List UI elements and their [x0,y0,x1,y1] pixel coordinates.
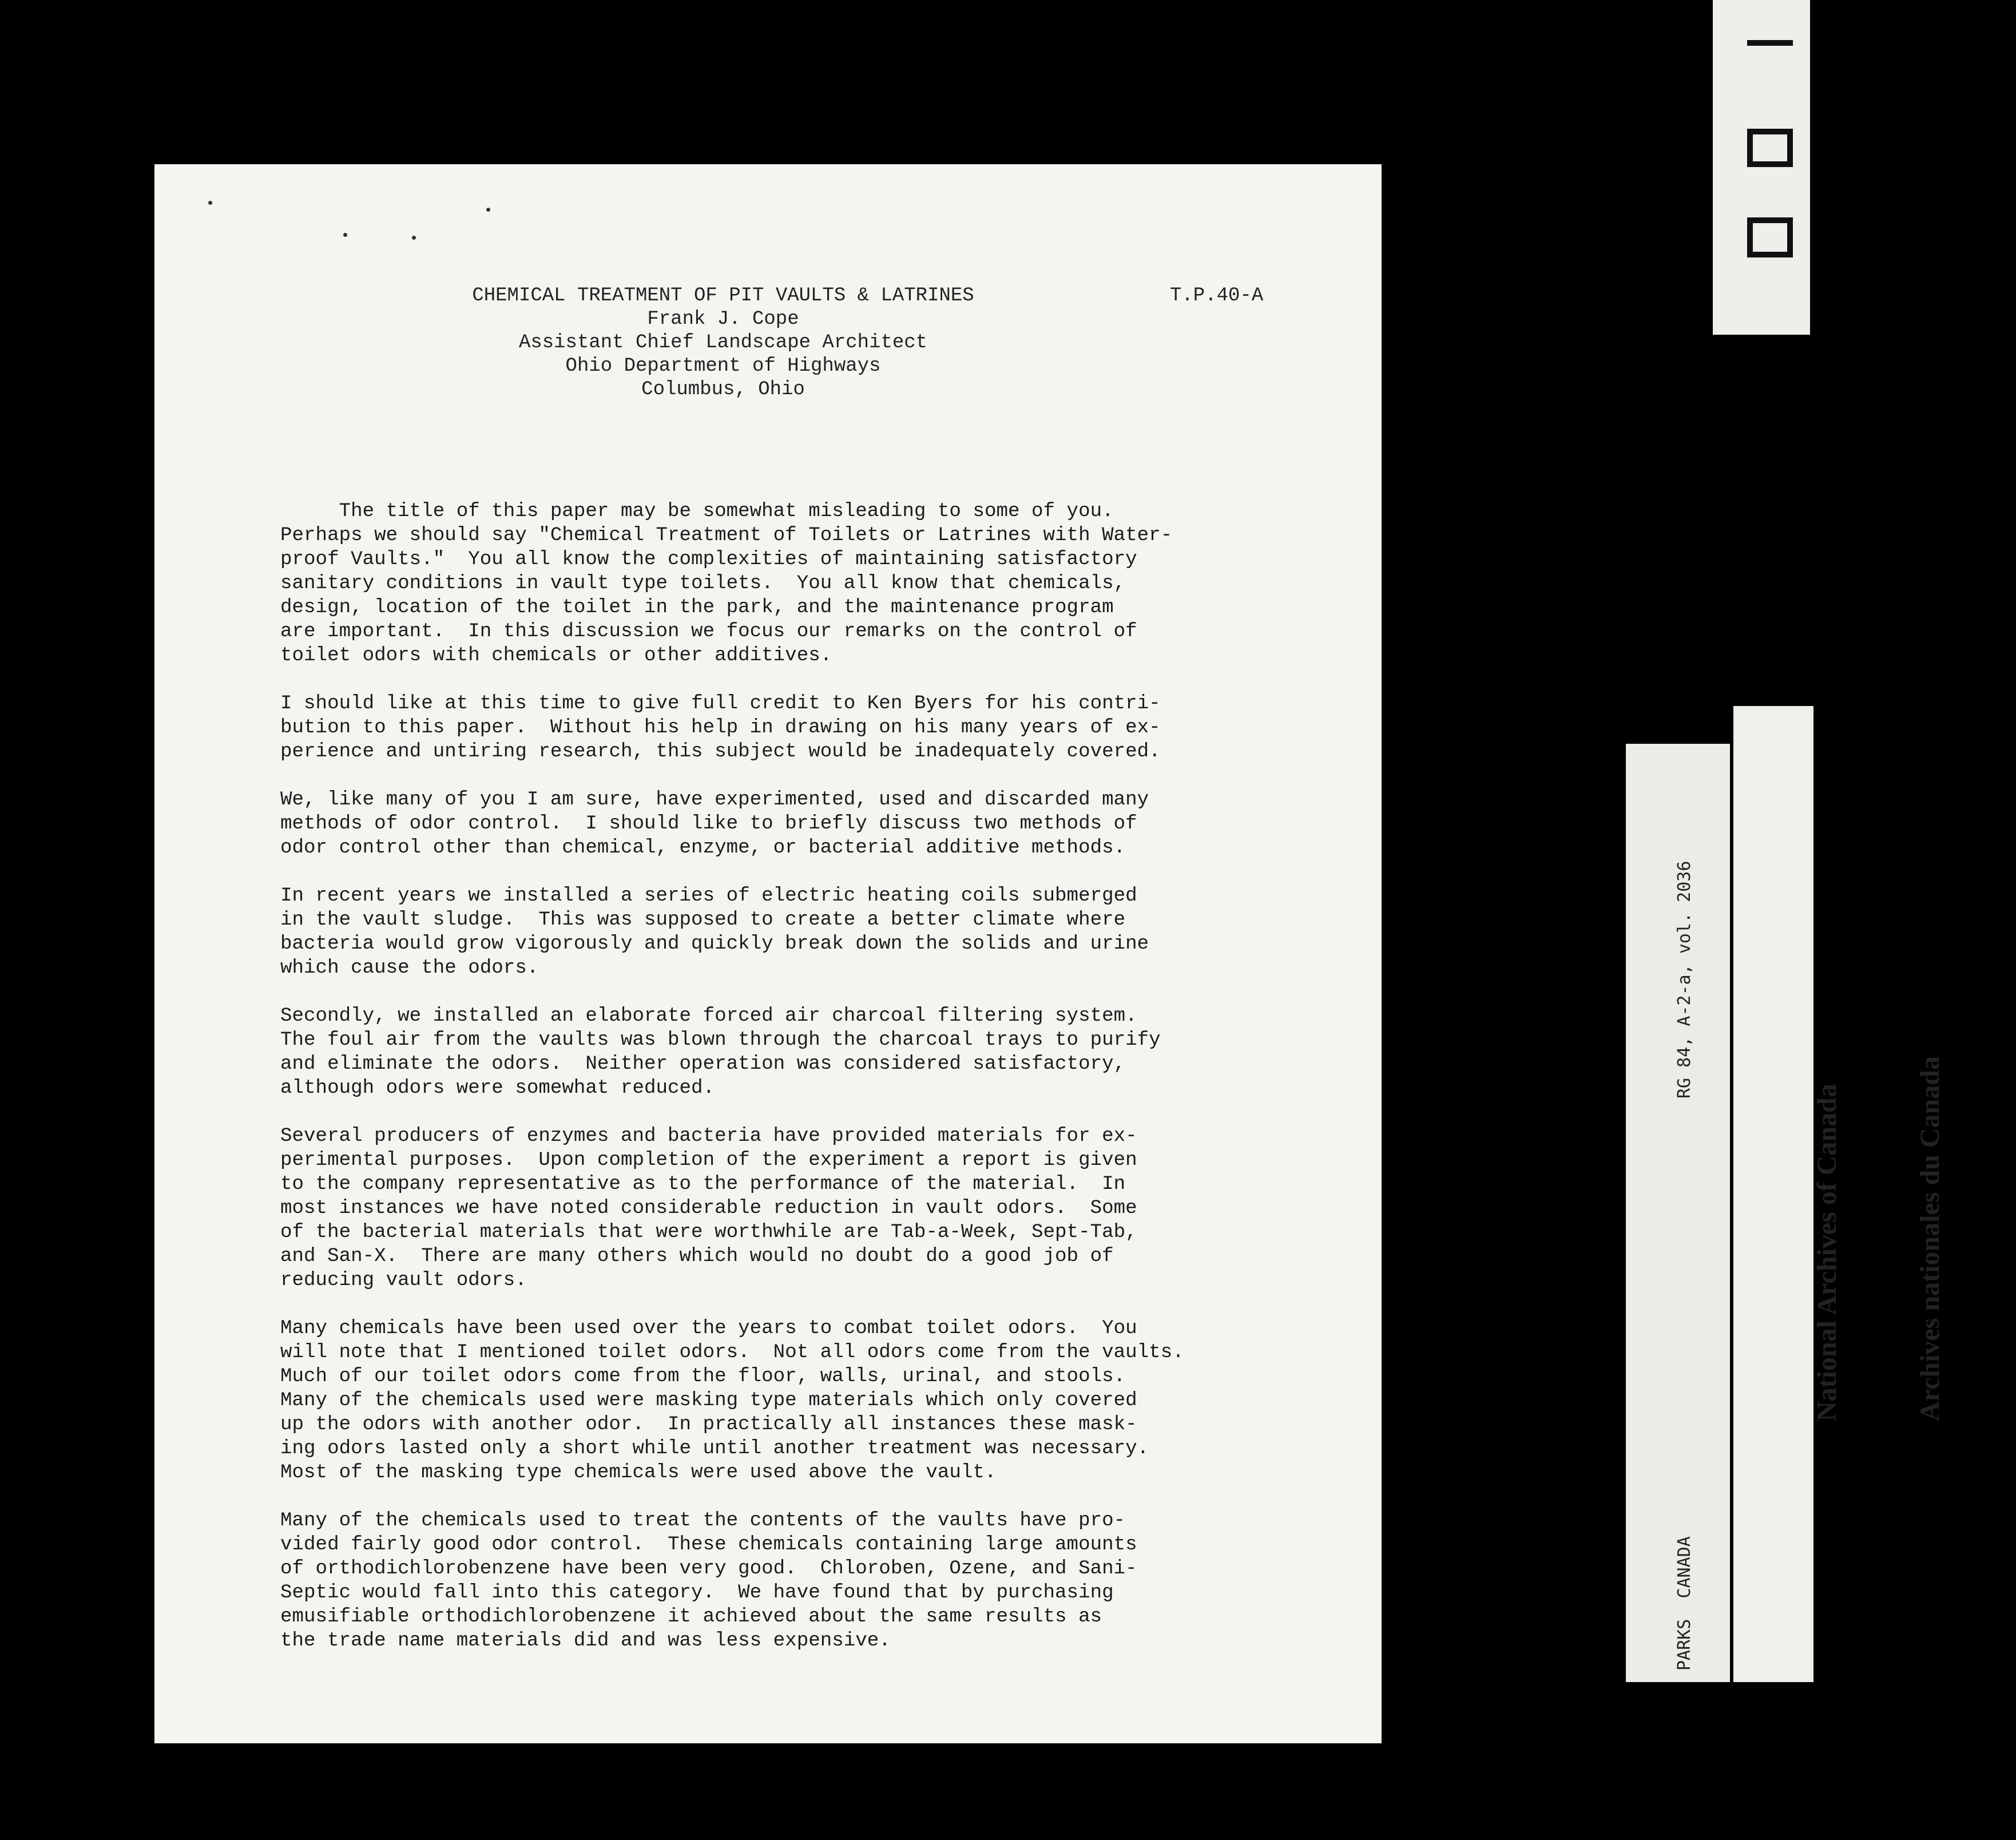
paragraph-line: proof Vaults." You all know the complexities of maintaining satisfactory [280,549,1137,570]
strip-mark [1747,129,1793,134]
paragraph-line: In recent years we installed a series of electric heating coils submerged [280,885,1137,907]
paragraph-line: Secondly, we installed an elaborate forced air charcoal filtering system. [280,1005,1137,1027]
body-paragraph [280,884,1333,980]
paper-reference: T.P.40-A [1170,285,1264,307]
paragraph-line: bacteria would grow vigorously and quickly break down the solids and urine [280,933,1149,955]
body-paragraph [280,1004,1333,1100]
body-paragraph [280,1316,1333,1485]
page-speck [208,201,212,205]
body-paragraph [280,788,1333,860]
paragraph-line: are important. In this discussion we focus our remarks on the control of [280,621,1137,643]
author-department: Ohio Department of Highways [565,355,881,377]
page-speck [486,208,490,212]
paragraph-line: Most of the masking type chemicals were used above the vault. [280,1462,997,1484]
strip-mark [1747,217,1753,252]
paragraph-line: perience and untiring research, this subject would be inadequately covered. [280,741,1161,763]
body-paragraph [280,499,1333,668]
paragraph-line: I should like at this time to give full credit to Ken Byers for his contri- [280,693,1161,715]
strip-mark [1747,161,1793,167]
paragraph-line: emusifiable orthodichlorobenzene it achieved about the same results as [280,1606,1102,1628]
strip-mark [1747,217,1793,223]
paragraph-line: of orthodichlorobenzene have been very good. Chloroben, Ozene, and Sani- [280,1558,1137,1580]
paragraph-line: Much of our toilet odors come from the floor, walls, urinal, and stools. [280,1366,1126,1387]
paragraph-line: Several producers of enzymes and bacteria have provided materials for ex- [280,1125,1137,1147]
author-position: Assistant Chief Landscape Architect [518,332,928,354]
film-strip [1713,0,1810,335]
paragraph-line: up the odors with another odor. In practically all instances these mask- [280,1414,1137,1435]
paragraph-line: sanitary conditions in vault type toilets. You all know that chemicals, [280,573,1126,594]
document-page [154,164,1382,1743]
paragraph-line: design, location of the toilet in the park, and the maintenance program [280,597,1114,618]
paragraph-line: Septic would fall into this category. We have found that by purchasing [280,1582,1114,1604]
paragraph-line: methods of odor control. I should like to briefly discuss two methods of [280,813,1137,835]
archive-line: National Archives of Canada [1812,1084,1842,1421]
strip-mark [1787,217,1793,252]
paragraph-line: Many of the chemicals used were masking type materials which only covered [280,1390,1137,1411]
paragraph-line: will note that I mentioned toilet odors. Not all odors come from the vaults. [280,1342,1184,1363]
body-paragraph [280,692,1333,764]
body-paragraph [280,1124,1333,1292]
paragraph-line: reducing vault odors. [280,1270,527,1291]
paragraph-line: perimental purposes. Upon completion of the experiment a report is given [280,1149,1137,1171]
paragraph-line: toilet odors with chemicals or other additives. [280,645,832,667]
paragraph-line: and eliminate the odors. Neither operation was considered satisfactory, [280,1053,1126,1075]
strip-mark [1747,40,1793,46]
page-speck [412,236,416,240]
reference-line: RG 84, A-2-a, vol. 2036 [1674,860,1694,1099]
paragraph-line: We, like many of you I am sure, have experimented, used and discarded many [280,789,1149,811]
body-paragraph [280,1509,1333,1653]
archive-name-card [1733,706,1945,1682]
paragraph-line: and San-X. There are many others which would no doubt do a good job of [280,1246,1114,1267]
paragraph-line: the trade name materials did and was less expensive. [280,1630,891,1652]
paragraph-line: ing odors lasted only a short while until another treatment was necessary. [280,1438,1149,1460]
paragraph-line: which cause the odors. [280,957,539,979]
strip-mark [1747,252,1793,257]
paragraph-line: bution to this paper. Without his help in drawing on his many years of ex- [280,717,1161,739]
agency-line: PARKS CANADA [1674,1536,1694,1671]
paragraph-line: vided fairly good odor control. These chemicals containing large amounts [280,1534,1137,1556]
strip-mark [1747,129,1753,161]
archive-reference-card [1626,744,1730,1682]
strip-mark [1787,129,1793,161]
page-speck [343,233,347,237]
paragraph-line: Perhaps we should say "Chemical Treatment of Toilets or Latrines with Water- [280,525,1173,546]
paragraph-line: of the bacterial materials that were worthwhile are Tab-a-Week, Sept-Tab, [280,1222,1137,1243]
author-location: Columbus, Ohio [641,379,805,400]
paragraph-line: Many chemicals have been used over the years to combat toilet odors. You [280,1318,1137,1339]
archive-name-text [1741,1056,2016,1421]
paragraph-line: although odors were somewhat reduced. [280,1077,715,1099]
paragraph-line: odor control other than chemical, enzyme, or bacterial additive methods. [280,837,1126,859]
paragraph-line: The title of this paper may be somewhat misleading to some of you. [280,501,1114,522]
paragraph-line: Many of the chemicals used to treat the contents of the vaults have pro- [280,1510,1126,1532]
paragraph-line: The foul air from the vaults was blown through the charcoal trays to purify [280,1029,1161,1051]
archive-line: Archives nationales du Canada [1915,1056,1945,1421]
paragraph-line: to the company representative as to the performance of the material. In [280,1173,1126,1195]
document-title: CHEMICAL TREATMENT OF PIT VAULTS & LATRINES [472,285,974,307]
author-name: Frank J. Cope [647,308,799,330]
paragraph-line: in the vault sludge. This was supposed to create a better climate where [280,909,1126,931]
document-body [280,499,1333,1677]
paragraph-line: most instances we have noted considerable reduction in vault odors. Some [280,1197,1137,1219]
